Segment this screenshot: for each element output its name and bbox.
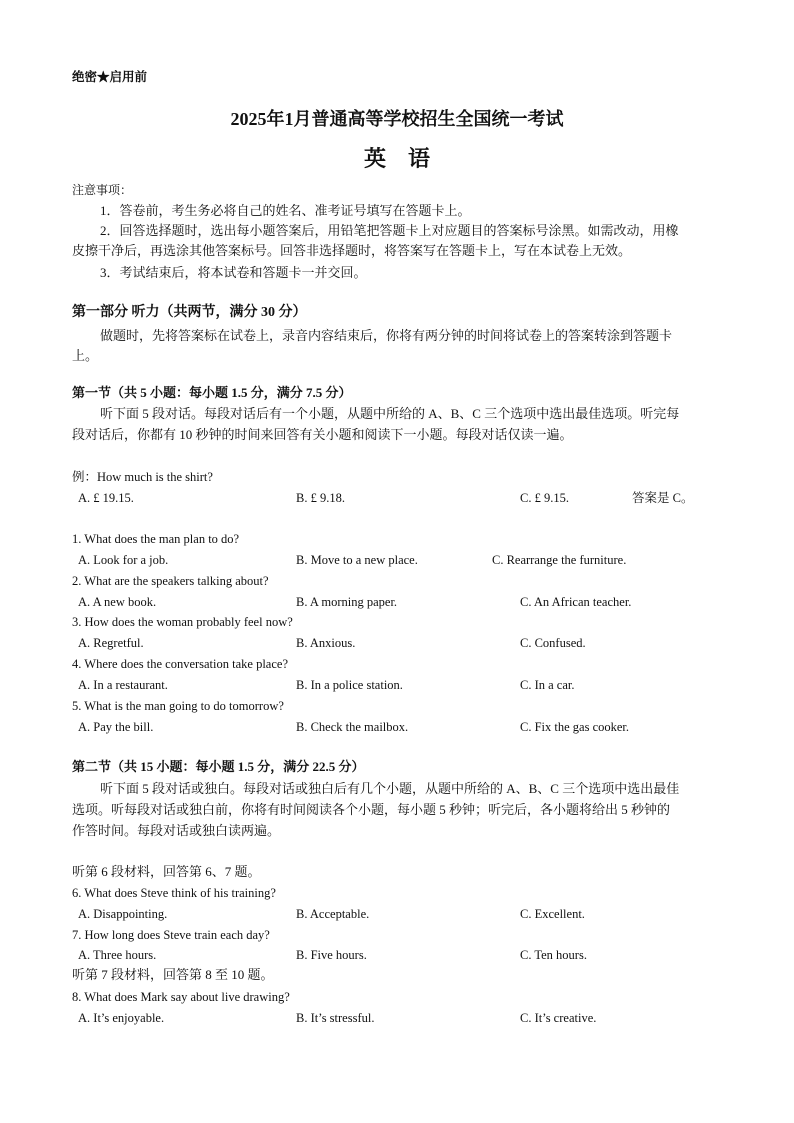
option-b: B. Check the mailbox. [296,720,409,734]
example-question: 例：How much is the shirt? [72,470,213,484]
part1-intro-line: 上。 [72,348,99,363]
option-a: A. A new book. [78,595,157,609]
section2-intro-line: 选项。听每段对话或独白前，你将有时间阅读各个小题，每小题 5 秒钟；听完后，各小题将给出 5 秒钟的 [72,802,671,817]
question-4: 4. Where does the conversation take place? [72,657,288,671]
question-6: 6. What does Steve think of his training? [72,886,276,900]
exam-title: 2025年1月普通高等学校招生全国统一考试 [230,109,564,129]
part1-title: 第一部分 听力（共两节，满分 30 分） [72,305,307,320]
subject-title: 英 语 [363,146,430,171]
section1-intro-line: 听下面 5 段对话。每段对话后有一个小题，从题中所给的 A、B、C 三个选项中选出最佳选项。听完每 [100,406,680,421]
example-answer: 答案是 C。 [632,491,694,505]
option-b: B. Five hours. [296,948,367,962]
question-2: 2. What are the speakers talking about? [72,574,269,588]
question-8: 8. What does Mark say about live drawing? [72,990,290,1004]
option-b: B. It’s stressful. [296,1011,375,1025]
part1-intro-line: 做题时，先将答案标在试卷上，录音内容结束后，你将有两分钟的时间将试卷上的答案转涂到答题卡 [100,328,673,343]
section2-intro-line: 作答时间。每段对话或独白读两遍。 [72,823,281,838]
option-c: C. Rearrange the furniture. [492,553,627,567]
option-a: A. It’s enjoyable. [78,1011,165,1025]
example-option-a: A. £ 19.15. [78,491,134,505]
option-c: C. Fix the gas cooker. [520,720,630,734]
option-b: B. Anxious. [296,636,356,650]
question-3: 3. How does the woman probably feel now? [72,615,293,629]
section2-title: 第二节（共 15 小题：每小题 1.5 分，满分 22.5 分） [72,759,365,774]
option-a: A. Look for a job. [78,553,169,567]
section1-intro-line: 段对话后，你都有 10 秒钟的时间来回答有关小题和阅读下一小题。每段对话仅读一遍。 [72,427,573,442]
section1-title: 第一节（共 5 小题：每小题 1.5 分，满分 7.5 分） [72,385,352,400]
option-c: C. It’s creative. [520,1011,597,1025]
option-c: C. Confused. [520,636,586,650]
option-a: A. In a restaurant. [78,678,168,692]
confidential-label: 绝密★启用前 [72,70,148,84]
option-b: B. A morning paper. [296,595,398,609]
option-c: C. Excellent. [520,907,585,921]
note-line: 皮擦干净后，再选涂其他答案标号。回答非选择题时，将答案写在答题卡上，写在本试卷上无效。 [72,243,632,258]
section2-intro-line: 听下面 5 段对话或独白。每段对话或独白后有几个小题，从题中所给的 A、B、C 三个选项中选出最佳 [100,781,680,796]
question-7: 7. How long does Steve train each day? [72,928,270,942]
option-b: B. Acceptable. [296,907,370,921]
example-option-b: B. £ 9.18. [296,491,345,505]
question-5: 5. What is the man going to do tomorrow? [72,699,284,713]
option-c: C. An African teacher. [520,595,632,609]
material-7-instruction: 听第 7 段材料，回答第 8 至 10 题。 [72,967,274,982]
option-c: C. Ten hours. [520,948,587,962]
option-a: A. Three hours. [78,948,157,962]
question-1: 1. What does the man plan to do? [72,532,240,546]
example-option-c: C. £ 9.15. [520,491,569,505]
option-a: A. Disappointing. [78,907,168,921]
material-6-instruction: 听第 6 段材料，回答第 6、7 题。 [72,864,261,879]
note-line: 3．考试结束后，将本试卷和答题卡一并交回。 [100,265,367,280]
option-b: B. In a police station. [296,678,403,692]
notes-heading: 注意事项： [72,183,133,197]
option-a: A. Regretful. [78,636,144,650]
option-b: B. Move to a new place. [296,553,418,567]
option-c: C. In a car. [520,678,575,692]
option-a: A. Pay the bill. [78,720,154,734]
note-line: 2．回答选择题时，选出每小题答案后，用铅笔把答题卡上对应题目的答案标号涂黑。如需改动，用橡 [100,223,679,238]
note-line: 1．答卷前，考生务必将自己的姓名、准考证号填写在答题卡上。 [100,203,471,218]
